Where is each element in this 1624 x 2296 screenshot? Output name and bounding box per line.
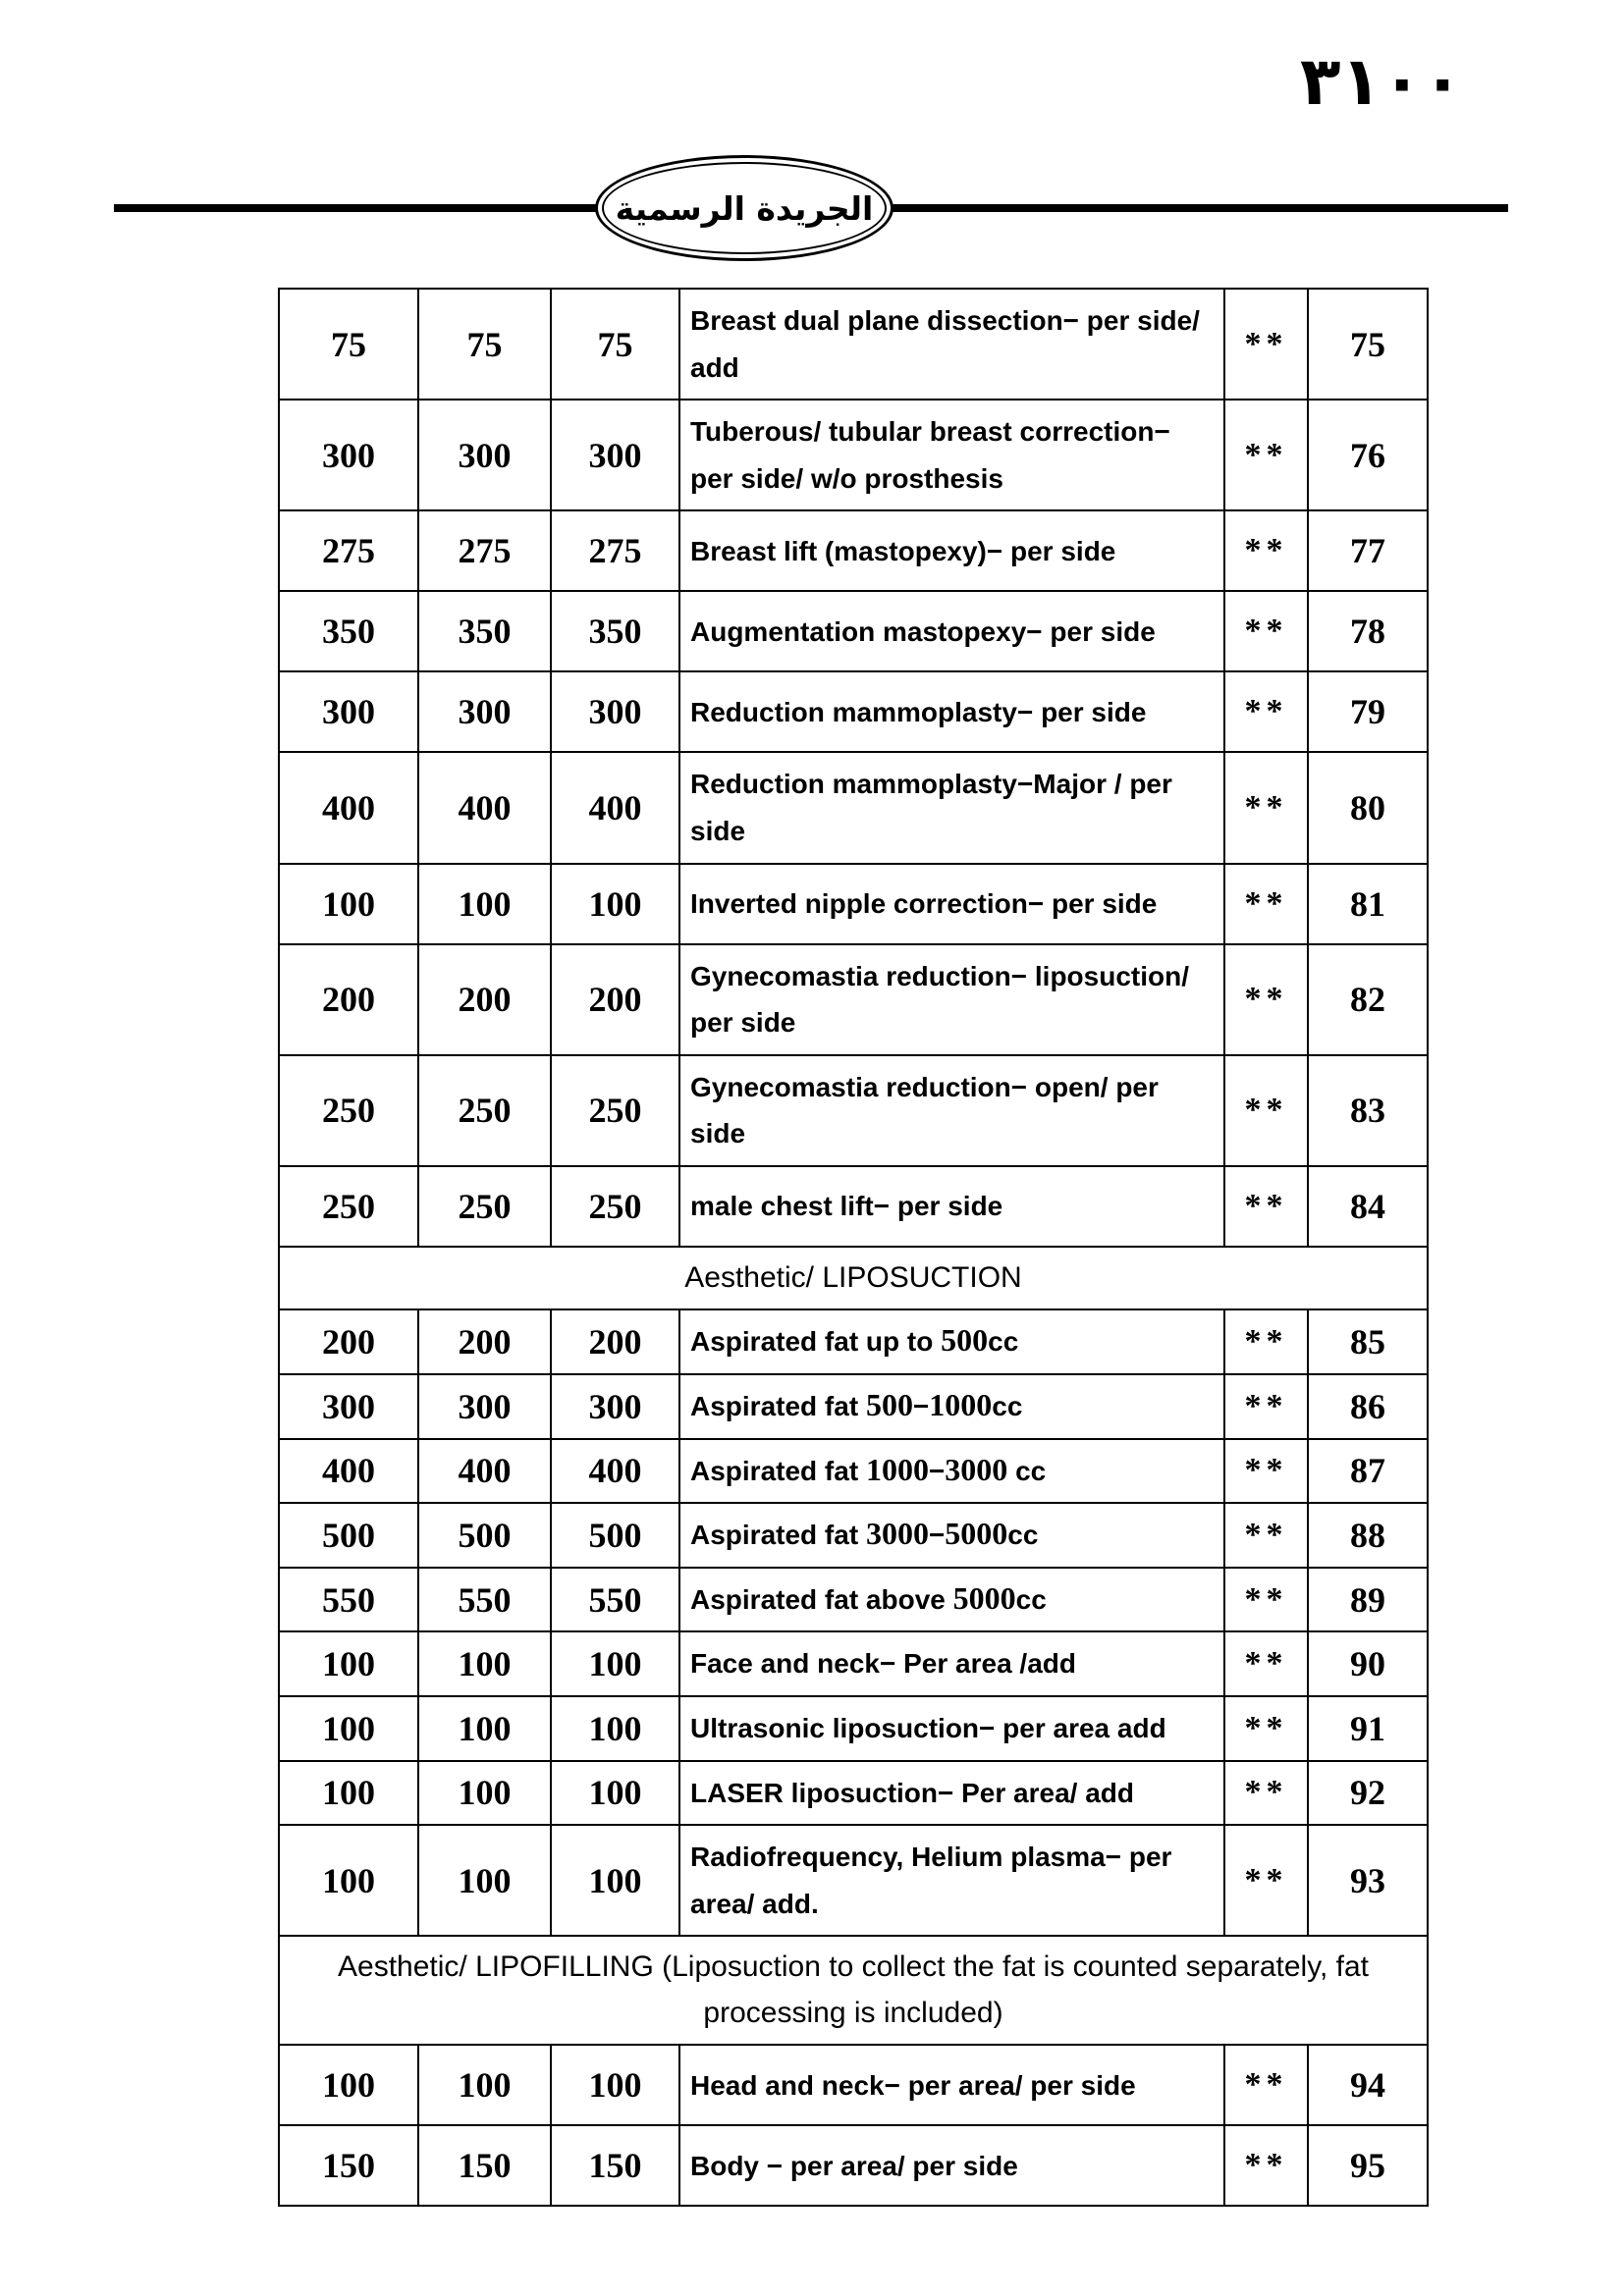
stars-cell: **	[1224, 2125, 1308, 2206]
stars-cell: **	[1224, 400, 1308, 510]
price-cell-3: 100	[551, 864, 679, 944]
row-number-cell: 82	[1308, 944, 1428, 1055]
price-cell-1: 350	[279, 591, 418, 671]
price-cell-3: 250	[551, 1055, 679, 1166]
fee-row	[279, 944, 1428, 1055]
row-number-cell: 92	[1308, 1761, 1428, 1826]
price-cell-1: 200	[279, 1309, 418, 1374]
row-number-cell: 90	[1308, 1631, 1428, 1696]
fee-row	[279, 1696, 1428, 1761]
row-number-cell: 86	[1308, 1374, 1428, 1439]
price-cell-1: 300	[279, 1374, 418, 1439]
price-cell-1: 250	[279, 1166, 418, 1247]
price-cell-1: 400	[279, 1439, 418, 1504]
row-number-cell: 79	[1308, 671, 1428, 752]
stars-cell: **	[1224, 1696, 1308, 1761]
procedure-description: Body − per area/ per side	[679, 2125, 1224, 2206]
fee-row	[279, 1631, 1428, 1696]
procedure-description: Reduction mammoplasty−Major / per side	[679, 752, 1224, 863]
row-number-cell: 94	[1308, 2045, 1428, 2125]
fee-row	[279, 591, 1428, 671]
procedure-description: Aspirated fat 1000−3000 cc	[679, 1439, 1224, 1504]
price-cell-3: 300	[551, 671, 679, 752]
price-cell-1: 200	[279, 944, 418, 1055]
price-cell-3: 300	[551, 400, 679, 510]
price-cell-2: 100	[418, 1825, 551, 1936]
price-cell-1: 100	[279, 1696, 418, 1761]
price-cell-2: 100	[418, 1761, 551, 1826]
price-cell-3: 400	[551, 752, 679, 863]
procedure-description: Reduction mammoplasty− per side	[679, 671, 1224, 752]
price-cell-2: 500	[418, 1503, 551, 1568]
fee-row	[279, 1825, 1428, 1936]
fee-table	[278, 288, 1427, 2207]
row-number-cell: 76	[1308, 400, 1428, 510]
price-cell-1: 275	[279, 510, 418, 591]
price-cell-2: 250	[418, 1166, 551, 1247]
price-cell-3: 275	[551, 510, 679, 591]
price-cell-3: 250	[551, 1166, 679, 1247]
procedure-description: Aspirated fat 500−1000cc	[679, 1374, 1224, 1439]
row-number-cell: 80	[1308, 752, 1428, 863]
price-cell-3: 400	[551, 1439, 679, 1504]
stars-cell: **	[1224, 944, 1308, 1055]
section-header-row	[279, 1247, 1428, 1310]
price-cell-1: 550	[279, 1568, 418, 1632]
stars-cell: **	[1224, 671, 1308, 752]
price-cell-3: 100	[551, 2045, 679, 2125]
price-cell-2: 300	[418, 400, 551, 510]
procedure-description: Gynecomastia reduction− liposuction/ per side	[679, 944, 1224, 1055]
price-cell-1: 500	[279, 1503, 418, 1568]
stars-cell: **	[1224, 1761, 1308, 1826]
stars-cell: **	[1224, 1503, 1308, 1568]
price-cell-3: 100	[551, 1696, 679, 1761]
price-cell-2: 150	[418, 2125, 551, 2206]
procedure-description: male chest lift− per side	[679, 1166, 1224, 1247]
procedure-description: Aspirated fat above 5000cc	[679, 1568, 1224, 1632]
price-cell-2: 300	[418, 1374, 551, 1439]
fee-row	[279, 671, 1428, 752]
page-number: ٣١٠٠	[1299, 43, 1463, 121]
row-number-cell: 89	[1308, 1568, 1428, 1632]
price-cell-3: 200	[551, 944, 679, 1055]
price-cell-3: 150	[551, 2125, 679, 2206]
row-number-cell: 91	[1308, 1696, 1428, 1761]
price-cell-1: 300	[279, 671, 418, 752]
procedure-description: Ultrasonic liposuction− per area add	[679, 1696, 1224, 1761]
price-cell-3: 100	[551, 1761, 679, 1826]
row-number-cell: 84	[1308, 1166, 1428, 1247]
price-cell-3: 75	[551, 289, 679, 400]
section-label: Aesthetic/ LIPOFILLING (Liposuction to collect the fat is counted separately, fat processing is included)	[279, 1936, 1428, 2045]
gazette-banner	[595, 155, 893, 261]
row-number-cell: 83	[1308, 1055, 1428, 1166]
procedure-description: Augmentation mastopexy− per side	[679, 591, 1224, 671]
fee-row	[279, 2125, 1428, 2206]
price-cell-3: 300	[551, 1374, 679, 1439]
procedure-description: Radiofrequency, Helium plasma− per area/ add.	[679, 1825, 1224, 1936]
fee-row	[279, 752, 1428, 863]
procedure-description: Aspirated fat 3000−5000cc	[679, 1503, 1224, 1568]
row-number-cell: 88	[1308, 1503, 1428, 1568]
stars-cell: **	[1224, 510, 1308, 591]
stars-cell: **	[1224, 1374, 1308, 1439]
price-cell-1: 100	[279, 1761, 418, 1826]
price-cell-2: 75	[418, 289, 551, 400]
fee-row	[279, 289, 1428, 400]
procedure-description: Head and neck− per area/ per side	[679, 2045, 1224, 2125]
row-number-cell: 77	[1308, 510, 1428, 591]
price-cell-1: 100	[279, 1825, 418, 1936]
procedure-description: Gynecomastia reduction− open/ per side	[679, 1055, 1224, 1166]
fee-row	[279, 864, 1428, 944]
price-cell-3: 350	[551, 591, 679, 671]
price-cell-3: 200	[551, 1309, 679, 1374]
stars-cell: **	[1224, 864, 1308, 944]
row-number-cell: 78	[1308, 591, 1428, 671]
gazette-banner-title: الجريدة الرسمية	[615, 188, 874, 228]
fee-row	[279, 1309, 1428, 1374]
price-cell-2: 100	[418, 864, 551, 944]
fee-row	[279, 1166, 1428, 1247]
row-number-cell: 95	[1308, 2125, 1428, 2206]
price-cell-2: 250	[418, 1055, 551, 1166]
price-cell-2: 100	[418, 2045, 551, 2125]
procedure-description: Aspirated fat up to 500cc	[679, 1309, 1224, 1374]
row-number-cell: 75	[1308, 289, 1428, 400]
stars-cell: **	[1224, 289, 1308, 400]
price-cell-1: 400	[279, 752, 418, 863]
row-number-cell: 81	[1308, 864, 1428, 944]
price-cell-3: 100	[551, 1825, 679, 1936]
fee-table-grid	[278, 288, 1429, 2207]
stars-cell: **	[1224, 1439, 1308, 1504]
price-cell-2: 550	[418, 1568, 551, 1632]
price-cell-1: 300	[279, 400, 418, 510]
price-cell-1: 75	[279, 289, 418, 400]
fee-table-body	[279, 289, 1428, 2206]
procedure-description: Tuberous/ tubular breast correction− per side/ w/o prosthesis	[679, 400, 1224, 510]
price-cell-1: 150	[279, 2125, 418, 2206]
row-number-cell: 93	[1308, 1825, 1428, 1936]
fee-row	[279, 1568, 1428, 1632]
fee-row	[279, 1374, 1428, 1439]
procedure-description: Face and neck− Per area /add	[679, 1631, 1224, 1696]
price-cell-3: 100	[551, 1631, 679, 1696]
procedure-description: Breast dual plane dissection− per side/ add	[679, 289, 1224, 400]
price-cell-1: 100	[279, 864, 418, 944]
procedure-description: LASER liposuction− Per area/ add	[679, 1761, 1224, 1826]
price-cell-2: 350	[418, 591, 551, 671]
price-cell-1: 100	[279, 2045, 418, 2125]
price-cell-2: 100	[418, 1631, 551, 1696]
fee-row	[279, 1439, 1428, 1504]
price-cell-2: 300	[418, 671, 551, 752]
price-cell-2: 275	[418, 510, 551, 591]
stars-cell: **	[1224, 1631, 1308, 1696]
price-cell-2: 400	[418, 1439, 551, 1504]
fee-row	[279, 1503, 1428, 1568]
stars-cell: **	[1224, 1568, 1308, 1632]
price-cell-1: 250	[279, 1055, 418, 1166]
stars-cell: **	[1224, 2045, 1308, 2125]
stars-cell: **	[1224, 1166, 1308, 1247]
section-header-row	[279, 1936, 1428, 2045]
row-number-cell: 85	[1308, 1309, 1428, 1374]
price-cell-1: 100	[279, 1631, 418, 1696]
price-cell-2: 400	[418, 752, 551, 863]
price-cell-2: 200	[418, 944, 551, 1055]
fee-row	[279, 510, 1428, 591]
stars-cell: **	[1224, 1825, 1308, 1936]
stars-cell: **	[1224, 591, 1308, 671]
stars-cell: **	[1224, 1309, 1308, 1374]
procedure-description: Breast lift (mastopexy)− per side	[679, 510, 1224, 591]
stars-cell: **	[1224, 1055, 1308, 1166]
price-cell-2: 200	[418, 1309, 551, 1374]
section-label: Aesthetic/ LIPOSUCTION	[279, 1247, 1428, 1310]
procedure-description: Inverted nipple correction− per side	[679, 864, 1224, 944]
price-cell-3: 500	[551, 1503, 679, 1568]
fee-row	[279, 1055, 1428, 1166]
fee-row	[279, 400, 1428, 510]
fee-row	[279, 1761, 1428, 1826]
stars-cell: **	[1224, 752, 1308, 863]
price-cell-2: 100	[418, 1696, 551, 1761]
row-number-cell: 87	[1308, 1439, 1428, 1504]
price-cell-3: 550	[551, 1568, 679, 1632]
fee-row	[279, 2045, 1428, 2125]
